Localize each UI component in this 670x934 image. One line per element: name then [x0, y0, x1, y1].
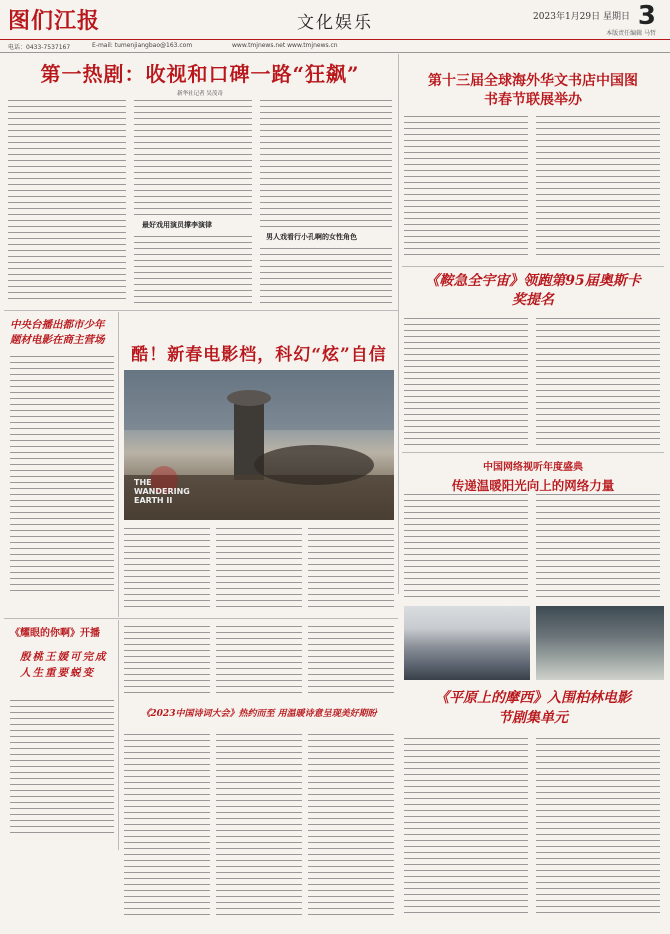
article-1	[8, 58, 392, 98]
article-4	[10, 318, 114, 348]
article-7-subtitle: 殷桃王媛可完成人生重要蜕变	[20, 651, 108, 679]
article-4-body	[10, 356, 114, 596]
article-7-body	[10, 700, 114, 840]
article-1-subhead-1: 最好戏用演员撑李演律	[142, 220, 212, 229]
divider	[402, 452, 664, 453]
stills-section-body	[124, 626, 394, 700]
section-title: 文化娱乐	[297, 13, 373, 33]
article-1-byline: 新华社记者 吴茂奇	[177, 91, 223, 97]
page-editor-note: 本版责任编辑 马哲	[606, 30, 656, 37]
divider	[4, 618, 398, 619]
article-5-body	[124, 528, 394, 614]
article-6-subtitle: 传递温暖阳光向上的网络力量	[451, 478, 615, 493]
masthead	[0, 0, 670, 38]
page-number: 3	[637, 1, 656, 31]
article-5-title: 酷！新春电影档，科幻“炫”自信	[131, 345, 387, 365]
article-8-title: 《平原上的摩西》入围柏林电影节剧集单元	[435, 690, 631, 726]
drama-still-photo-1	[404, 606, 530, 680]
article-7	[10, 624, 114, 681]
issue-date: 2023年1月29日 星期日	[533, 12, 630, 22]
divider	[402, 266, 664, 267]
article-6	[404, 458, 662, 494]
column-rule	[118, 620, 119, 850]
divider	[4, 310, 398, 311]
article-2-body	[404, 116, 662, 264]
article-6-title: 中国网络视听年度盛典	[483, 462, 583, 473]
article-1-body	[8, 100, 392, 308]
column-rule	[118, 312, 119, 617]
article-3-body	[404, 318, 662, 450]
article-9-title: 《2023中国诗词大会》热约而至 用温暖诗意呈现美好期盼	[141, 709, 377, 719]
url-text: www.tmjnews.net www.tmjnews.cn	[232, 42, 338, 49]
article-4-title: 中央台播出都市少年题材电影在商主营场	[10, 319, 105, 346]
article-3	[404, 272, 662, 310]
article-2-title: 第十三届全球海外华文书店中国图书春节联展举办	[428, 73, 638, 108]
article-7-title: 《耀眼的你啊》开播	[10, 628, 100, 639]
article-2	[404, 72, 662, 110]
article-9	[124, 706, 394, 719]
article-8-body	[404, 738, 662, 924]
drama-still-photo-2	[536, 606, 664, 680]
article-9-body	[124, 734, 394, 924]
movie-still-photo	[124, 370, 394, 520]
email-text: E-mail: tumenjiangbao@163.com	[92, 42, 193, 49]
article-8	[404, 688, 662, 728]
newspaper-logo: 图们江报	[8, 8, 101, 34]
article-6-body	[404, 494, 662, 602]
article-1-subhead-2: 男人戏看行小孔啊的女性角色	[266, 232, 357, 241]
article-3-title: 《鞍急全宇宙》领跑第95届奥斯卡奖提名	[425, 273, 641, 308]
column-rule	[398, 54, 399, 594]
article-1-title: 第一热剧：收视和口碑一路“狂飙”	[40, 62, 360, 86]
photo-caption: THE WANDERING EARTH II	[134, 478, 190, 505]
phone-text: 电话：0433-7537167	[8, 44, 71, 51]
article-5	[124, 340, 394, 365]
info-bar	[0, 39, 670, 53]
